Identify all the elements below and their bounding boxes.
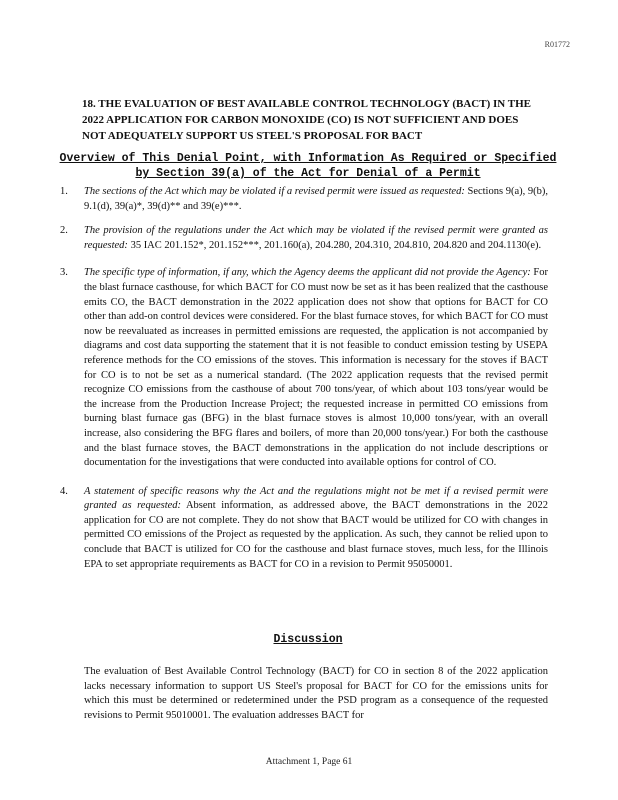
item-number: 2.	[60, 225, 68, 237]
discussion-paragraph: The evaluation of Best Available Control Technology (BACT) for CO in section 8 of the 2022 application lacks necessary information to support US Steel's proposal for BACT for CO for the emissions units for which this must be determined or redetermined under the PSD program as a consequence of the requested revisions to Permit 95010001. The evaluation addresses BACT for	[84, 666, 548, 721]
page-header-tag: R01772	[544, 40, 570, 49]
item-body: 35 IAC 201.152*, 201.152***, 201.160(a), 204.280, 204.310, 204.810, 204.820 and 204.1130(e).	[127, 239, 542, 251]
list-item	[58, 485, 548, 573]
item-number: 3.	[60, 267, 68, 279]
requirements-list	[58, 185, 548, 572]
item-body: For the blast furnace casthouse, for which BACT for CO must now be set as it has been realized that the casthouse emits CO, the BACT demonstration in the 2022 application does not show that options for BACT for CO other than add-on control devices were considered. For the blast furnace stoves, for which BACT for CO must now be reevaluated as increases in permitted emissions are requested, the application is not accompanied by diagrams and cost data supporting the statement that it is not feasible to conduct emission testing by USEPA reference methods for the CO emissions of the stoves. This information is necessary for the stoves if BACT for CO is to not be set as a numerical standard. (The 2022 application requests that the revised permit recognize CO emissions from the casthouse of about 700 tons/year, of which about 103 tons/year would be the increase from the Production Increase Project; the requested increase in permitted CO emissions from burning blast furnace gas (BFG) in the blast furnace stoves is almost 10,000 tons/year, with an overall increase, also considering the BFG flares and boilers, of more than 20,000 tons/year.) For both the casthouse and the blast furnace stoves, the BACT demonstrations in the application do not include descriptions or documentation for the investigations that were conducted into available options for control of CO.	[84, 267, 548, 469]
item-lead: The sections of the Act which may be violated if a revised permit were issued as requested:	[84, 186, 465, 197]
overview-title: Overview of This Denial Point, with Information As Required or Specified by Section 39(a) of the Act for Denial of a Permit	[59, 152, 557, 180]
list-item	[58, 266, 548, 470]
list-item	[58, 185, 548, 214]
list-item	[58, 224, 548, 253]
item-lead: The specific type of information, if any, which the Agency deems the applicant did not provide the Agency:	[84, 267, 531, 279]
item-lead: A statement of specific reasons why the Act and the regulations might not be met if a revised permit were granted as requested:	[84, 485, 548, 512]
item-lead: The provision of the regulations under the Act which may be violated if the revised permit were granted as requested:	[84, 225, 548, 251]
page-footer: Attachment 1, Page 61	[265, 757, 353, 767]
item-body: Absent information, as addressed above, the BACT demonstrations in the 2022 application for CO are not complete. They do not show that BACT would be utilized for CO with changes in permitted CO emissions of the Project as requested by the application. As such, they cannot be relied upon to conclude that BACT is utilized for CO for the casthouse and blast furnace stoves, much less, for the Illinois EPA to set appropriate requirements as BACT for CO in a revision to Permit 95050001.	[84, 500, 548, 570]
item-number: 4.	[60, 485, 68, 497]
item-body: Sections 9(a), 9(b), 9.1(d), 39(a)*, 39(d)** and 39(e)***.	[84, 186, 548, 212]
item-number: 1.	[60, 186, 68, 197]
section-heading: 18. THE EVALUATION OF BEST AVAILABLE CONTROL TECHNOLOGY (BACT) IN THE 2022 APPLICATION FOR CARBON MONOXIDE (CO) IS NOT SUFFICIENT AND DOES NOT ADEQUATELY SUPPORT US STEEL'S PROPOSAL FOR BACT	[82, 98, 531, 142]
discussion-title: Discussion	[273, 633, 343, 646]
